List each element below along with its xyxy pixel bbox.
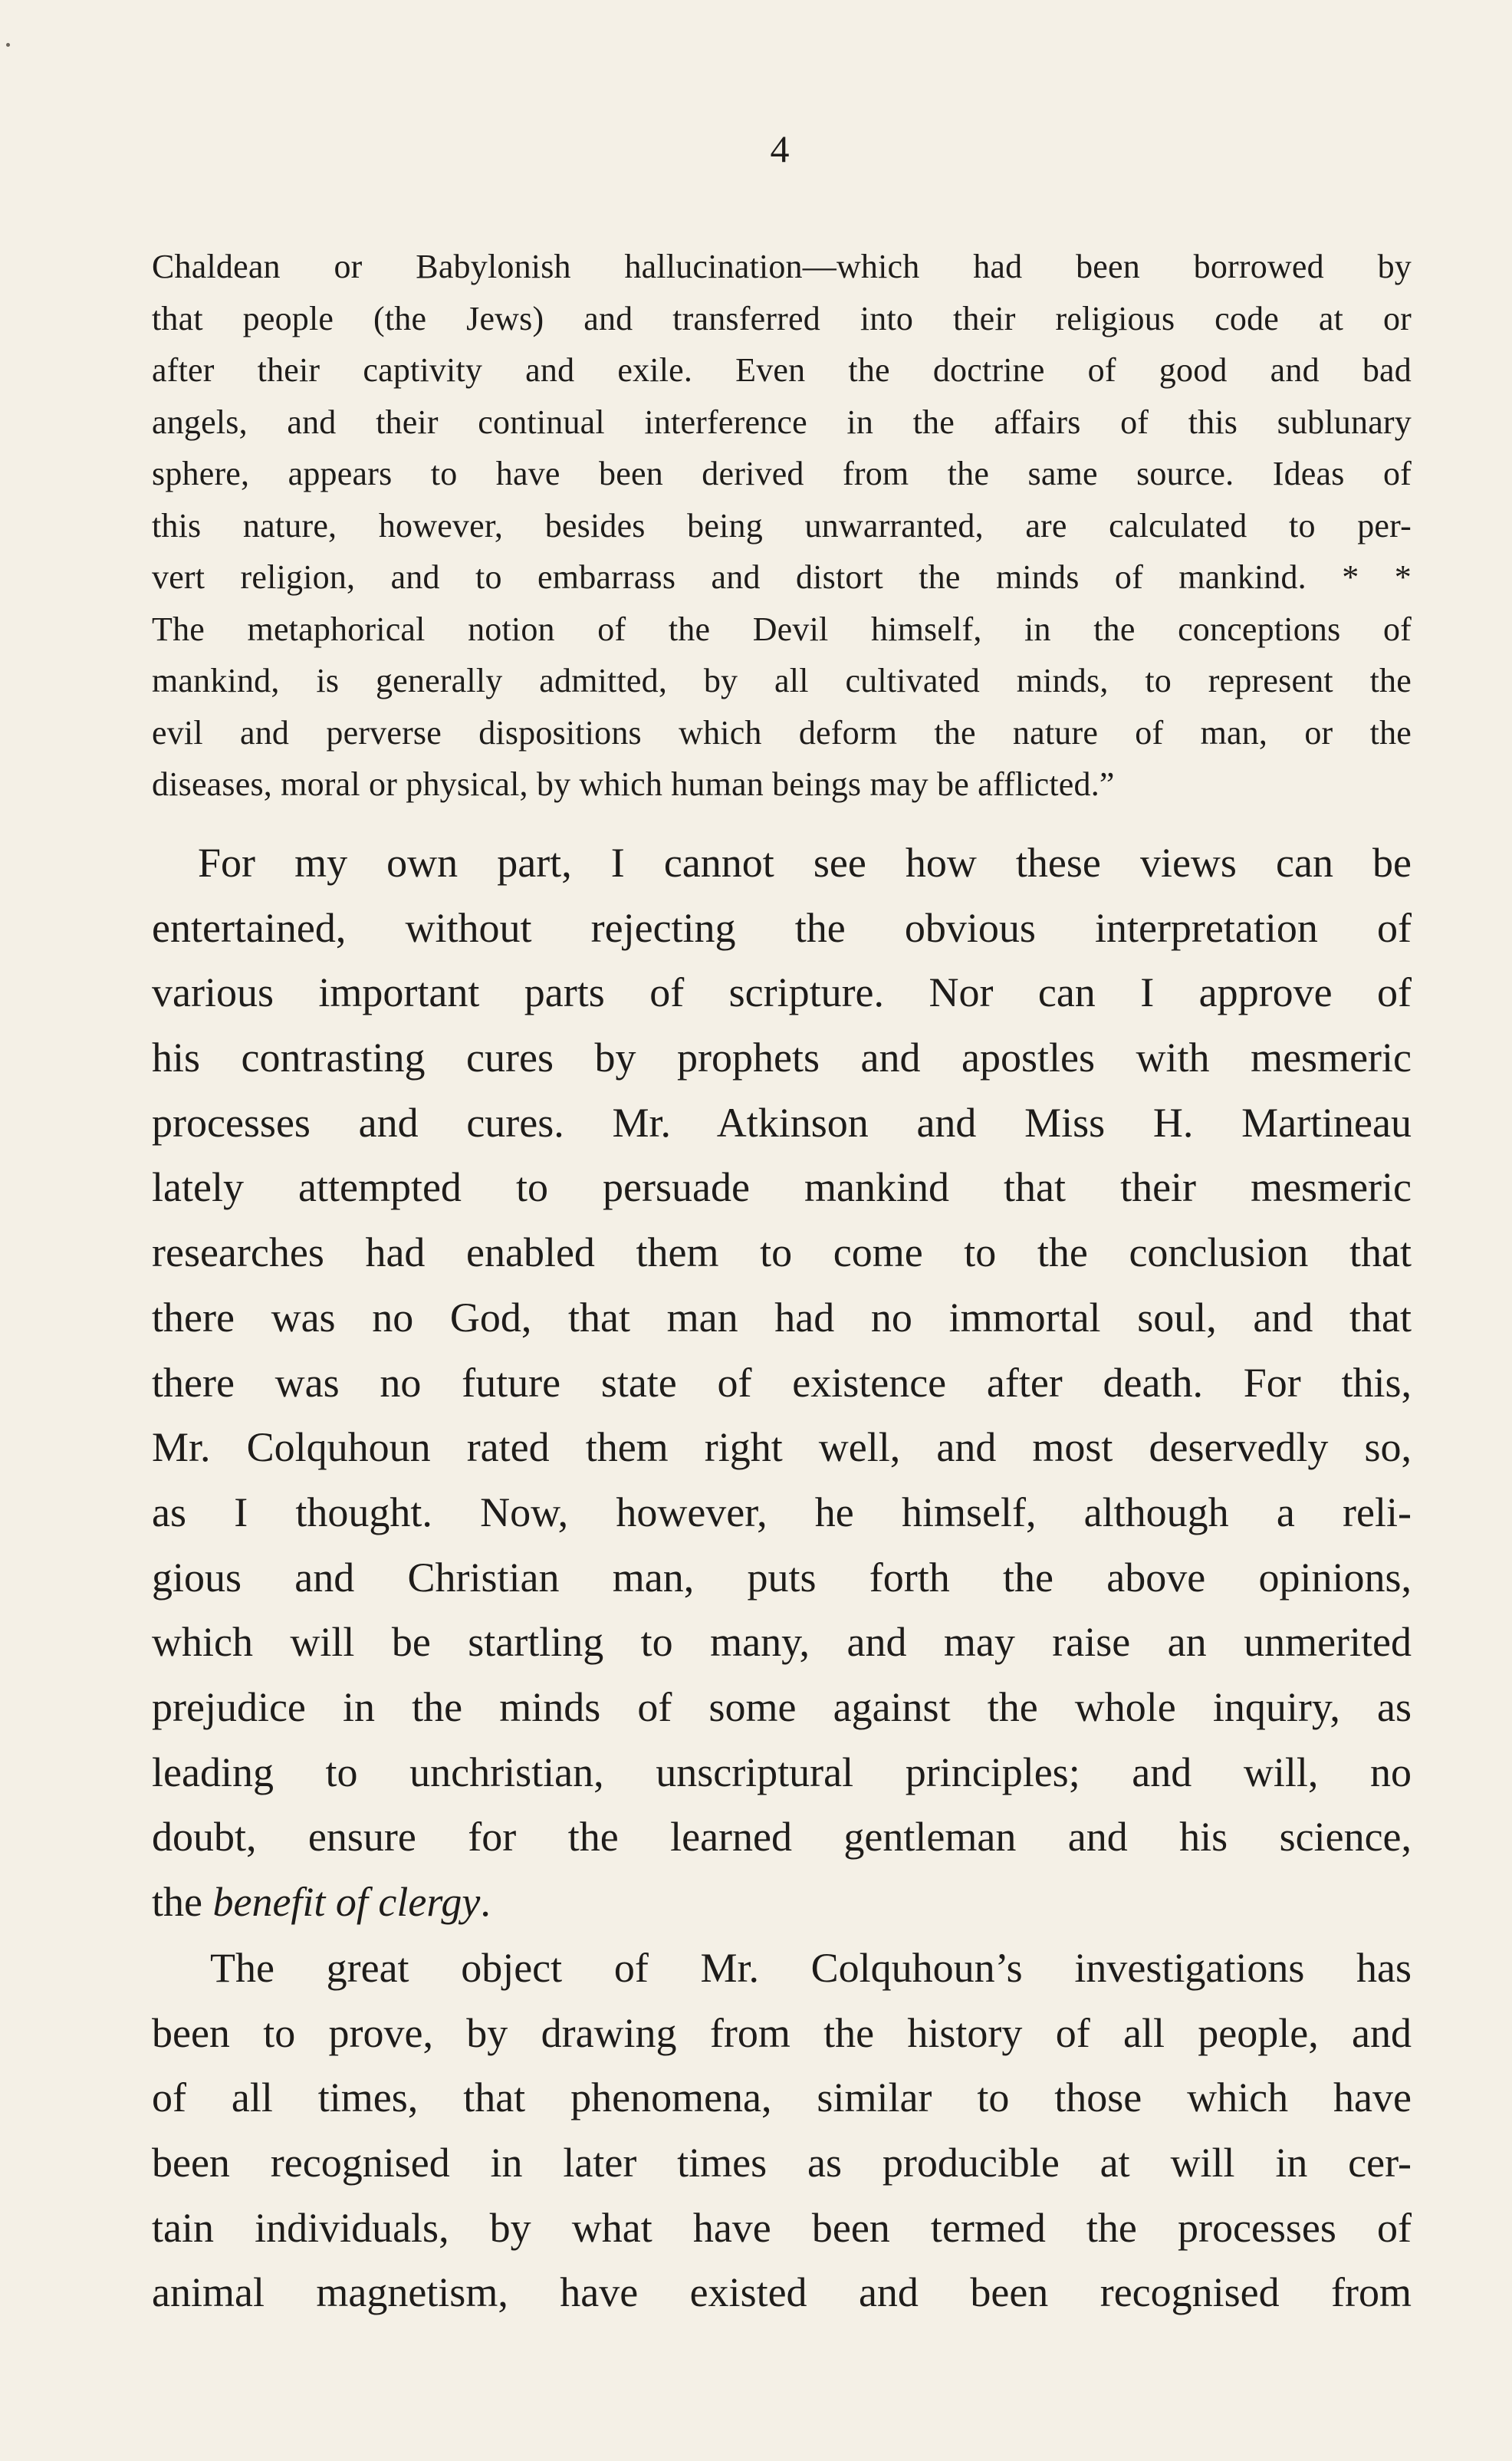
text-line: evil and perverse dispositions which deform the nature of man, or the: [152, 713, 1412, 752]
text-line: gious and Christian man, puts forth the above opinions,: [152, 1554, 1412, 1601]
text-line: Mr. Colquhoun rated them right well, and most deservedly so,: [152, 1424, 1412, 1471]
text-line: as I thought. Now, however, he himself, although a reli-: [152, 1489, 1412, 1535]
text-line: been recognised in later times as producible at will in cer-: [152, 2140, 1412, 2186]
text-line: For my own part, I cannot see how these views can be: [198, 840, 1412, 886]
text-line: prejudice in the minds of some against the whole inquiry, as: [152, 1683, 1412, 1730]
text-line: angels, and their continual interference in the affairs of this sublunary: [152, 403, 1412, 441]
italic-phrase: benefit of clergy: [212, 1879, 481, 1925]
text-line: researches had enabled them to come to the conclusion that: [152, 1229, 1412, 1276]
text-span: the: [152, 1879, 213, 1925]
text-line: mankind, is generally admitted, by all cultivated minds, to represent the: [152, 662, 1412, 699]
text-line: various important parts of scripture. Nor can I approve of: [152, 969, 1412, 1016]
paragraph-own-view: [152, 831, 1412, 1935]
page-number: 4: [770, 127, 790, 170]
text-line: of all times, that phenomena, similar to those which have: [152, 2074, 1412, 2121]
text-line: The metaphorical notion of the Devil himself, in the conceptions of: [152, 610, 1412, 648]
quoted-passage: [152, 241, 1412, 811]
text-line: animal magnetism, have existed and been recognised from: [152, 2269, 1412, 2316]
text-line: his contrasting cures by prophets and apostles with mesmeric: [152, 1035, 1412, 1081]
text-span: .: [480, 1879, 491, 1925]
text-line: processes and cures. Mr. Atkinson and Miss H. Martineau: [152, 1099, 1412, 1146]
text-line: tain individuals, by what have been termed the processes of: [152, 2204, 1412, 2251]
text-line: after their captivity and exile. Even the doctrine of good and bad: [152, 351, 1412, 389]
text-line: [152, 1870, 1412, 1935]
text-line: Chaldean or Babylonish hallucination—which had been borrowed by: [152, 248, 1412, 285]
text-line: The great object of Mr. Colquhoun’s investigations has: [210, 1945, 1412, 1991]
text-line: diseases, moral or physical, by which human beings may be afflicted.”: [152, 765, 1115, 803]
text-line: lately attempted to persuade mankind that their mesmeric: [152, 1164, 1412, 1211]
scan-speck: [6, 43, 10, 47]
text-line: vert religion, and to embarrass and distort the minds of mankind. * *: [152, 558, 1412, 596]
text-line: that people (the Jews) and transferred into their religious code at or: [152, 299, 1412, 337]
text-line: entertained, without rejecting the obvious interpretation of: [152, 904, 1412, 951]
text-line: there was no future state of existence after death. For this,: [152, 1359, 1412, 1406]
text-line: sphere, appears to have been derived from the same source. Ideas of: [152, 455, 1412, 492]
text-line: which will be startling to many, and may raise an unmerited: [152, 1619, 1412, 1666]
paragraph-great-object: [152, 1936, 1412, 2325]
text-line: there was no God, that man had no immortal soul, and that: [152, 1294, 1412, 1341]
text-line: doubt, ensure for the learned gentleman and his science,: [152, 1814, 1412, 1861]
text-line: this nature, however, besides being unwarranted, are calculated to per-: [152, 506, 1412, 545]
text-line: been to prove, by drawing from the history of all people, and: [152, 2009, 1412, 2056]
text-line: leading to unchristian, unscriptural principles; and will, no: [152, 1749, 1412, 1795]
